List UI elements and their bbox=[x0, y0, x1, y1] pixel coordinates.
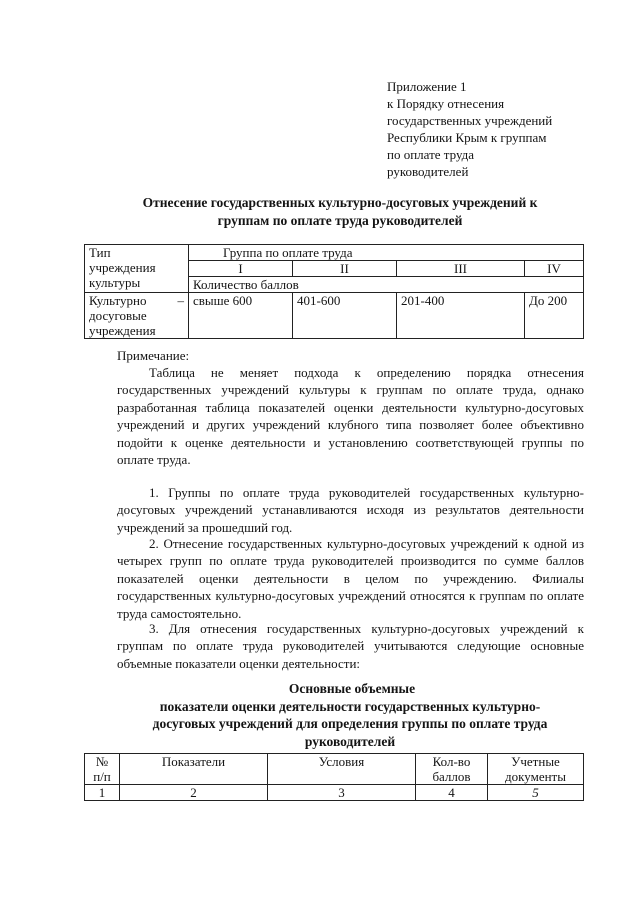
column-number: 5 bbox=[488, 785, 584, 801]
group-label: IV bbox=[525, 261, 584, 277]
row-label-cell bbox=[85, 293, 189, 339]
score-value: 401-600 bbox=[293, 293, 397, 339]
header-line: Учетные bbox=[511, 754, 560, 769]
header-line: документы bbox=[505, 769, 566, 784]
appendix-header bbox=[387, 78, 627, 180]
indicators-table bbox=[84, 753, 584, 801]
score-value: 201-400 bbox=[397, 293, 525, 339]
score-header-cell: Количество баллов bbox=[189, 277, 584, 293]
indicators-title bbox=[100, 680, 600, 750]
header-line: Кол-во bbox=[432, 754, 471, 769]
appendix-line: к Порядку отнесения bbox=[387, 96, 505, 111]
row-label-line: досуговые bbox=[89, 308, 147, 323]
header-line: баллов bbox=[432, 769, 471, 784]
appendix-line: Приложение 1 bbox=[387, 79, 467, 94]
indicators-title-line: руководителей bbox=[304, 733, 396, 749]
note-text: Таблица не меняет подхода к определению порядка отнесения государственных учреждений культуры к группам по оплате труда, однако разработанная таблица показателей оценки деятельности культурно-досуговых учреждений и других учреждений клубного типа позволяет более объективно подойти к оценке деятельности и установлению соответствующей группы по оплате труда. bbox=[117, 365, 584, 468]
section-title bbox=[90, 194, 590, 230]
row-label-dash: – bbox=[177, 293, 184, 308]
type-header-line: культуры bbox=[89, 275, 141, 290]
paragraph: 2. Отнесение государственных культурно-досуговых учреждений к одной из четырех групп по оплате труда руководителей производится по сумме баллов показателей оценки деятельности в целом по учреждению. Филиалы государственных культурно-досуговых учреждений относятся к группам по оплате труда самостоятельно. bbox=[117, 536, 584, 621]
indicators-title-line: Основные объемные bbox=[288, 681, 416, 696]
column-number: 1 bbox=[85, 785, 120, 801]
group-label: III bbox=[397, 261, 525, 277]
group-table bbox=[84, 244, 584, 339]
score-value: свыше 600 bbox=[189, 293, 293, 339]
header-line: Условия bbox=[318, 754, 365, 769]
header-line: п/п bbox=[93, 769, 111, 784]
appendix-line: Республики Крым к группам bbox=[387, 130, 547, 145]
column-number: 4 bbox=[416, 785, 488, 801]
score-value: До 200 bbox=[525, 293, 584, 339]
indicators-title-line: досуговых учреждений для определения группы по оплате труда bbox=[152, 716, 548, 732]
type-header-line: Тип bbox=[89, 245, 111, 260]
appendix-line: по оплате труда bbox=[387, 147, 475, 162]
header-indicators bbox=[120, 754, 268, 785]
paragraph: 1. Группы по оплате труда руководителей государственных культурно-досуговых учреждений устанавливаются исходя из результатов деятельности учреждений за прошедший год. bbox=[117, 485, 584, 535]
group-label: I bbox=[189, 261, 293, 277]
column-number: 2 bbox=[120, 785, 268, 801]
row-label-line: учреждения bbox=[89, 323, 156, 338]
note-heading: Примечание: bbox=[117, 348, 190, 363]
group-label: II bbox=[293, 261, 397, 277]
indicators-title-line: показатели оценки деятельности государственных культурно- bbox=[159, 698, 541, 714]
header-line: № bbox=[95, 754, 109, 769]
section-title-line: Отнесение государственных культурно-досуговых учреждений к bbox=[142, 195, 538, 210]
header-line: Показатели bbox=[161, 754, 226, 769]
paragraph: 3. Для отнесения государственных культурно-досуговых учреждений к группам по оплате труда руководителей учитываются следующие основные объемные показатели оценки деятельности: bbox=[117, 621, 584, 671]
header-number bbox=[85, 754, 120, 785]
header-documents bbox=[488, 754, 584, 785]
type-header-cell bbox=[85, 245, 189, 293]
section-title-line: группам по оплате труда руководителей bbox=[217, 213, 463, 228]
row-label-line: Культурно bbox=[89, 293, 147, 308]
appendix-line: государственных учреждений bbox=[387, 113, 553, 128]
column-number: 3 bbox=[268, 785, 416, 801]
appendix-line: руководителей bbox=[387, 164, 469, 179]
group-header-cell: Группа по оплате труда bbox=[189, 245, 584, 261]
header-points bbox=[416, 754, 488, 785]
type-header-line: учреждения bbox=[89, 260, 156, 275]
header-conditions bbox=[268, 754, 416, 785]
